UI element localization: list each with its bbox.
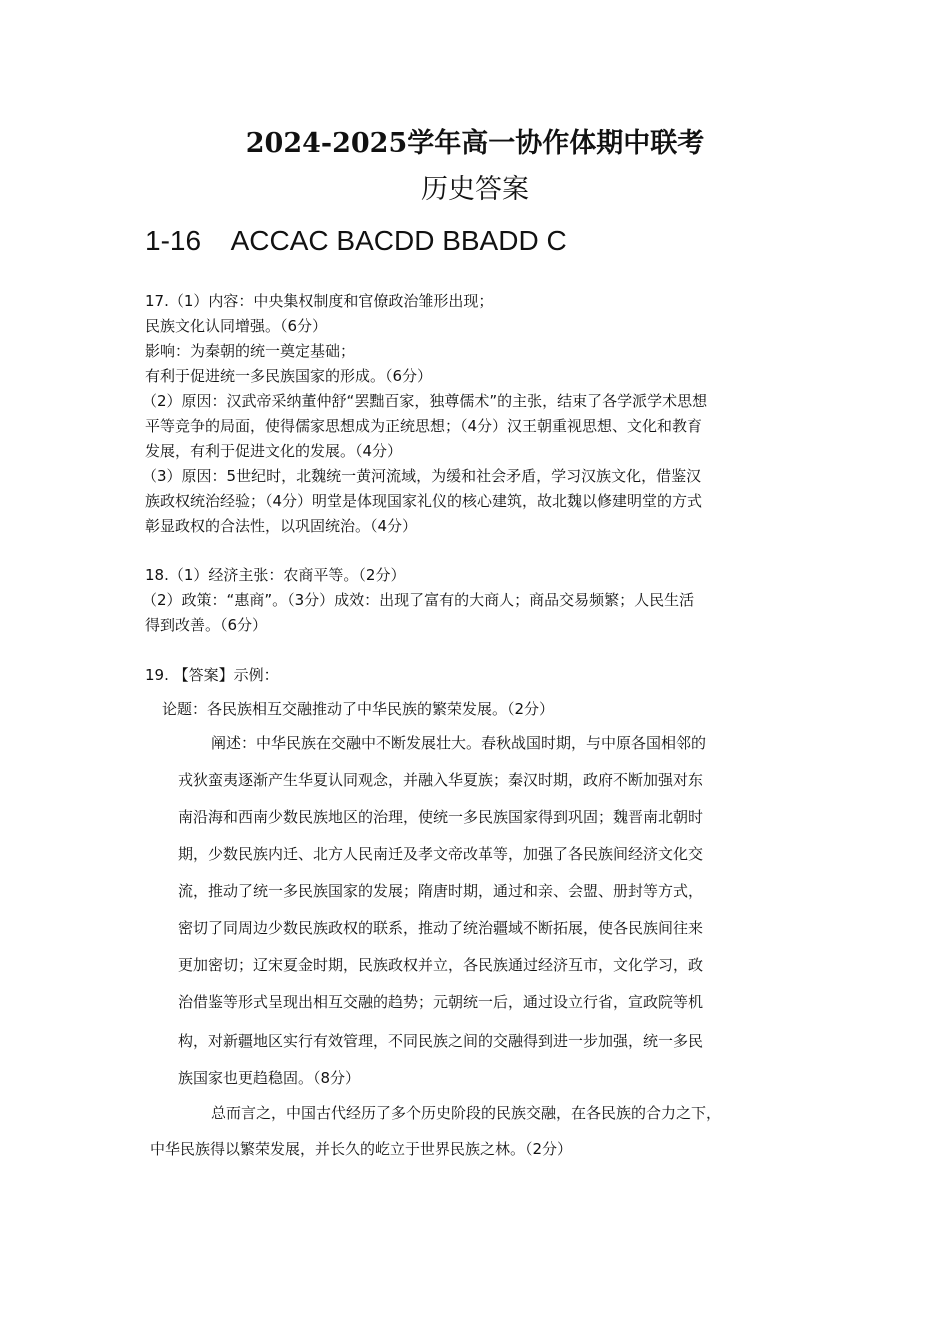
q19-line-11: 构，对新疆地区实行有效管理，不同民族之间的交融得到进一步加强，统一多民 xyxy=(178,1032,704,1050)
q17-line-1: 17.（1）内容：中央集权制度和官僚政治雏形出现； xyxy=(145,292,494,310)
q19-line-8: 密切了同周边少数民族政权的联系，推动了统治疆域不断拓展，使各民族间往来 xyxy=(178,919,704,937)
q19-line-9: 更加密切；辽宋夏金时期，民族政权并立，各民族通过经济互市，文化学习，政 xyxy=(178,956,704,974)
q19-line-1: 19. 【答案】示例： xyxy=(145,666,279,684)
q17-line-7: 发展，有利于促进文化的发展。（4分） xyxy=(145,442,403,460)
q19-line-3: 阐述：中华民族在交融中不断发展壮大。春秋战国时期，与中原各国相邻的 xyxy=(211,734,707,752)
q17-line-4: 有利于促进统一多民族国家的形成。（6分） xyxy=(145,367,433,385)
q19-line-13: 总而言之，中国古代经历了多个历史阶段的民族交融，在各民族的合力之下， xyxy=(211,1104,722,1122)
q19-line-10: 治借鉴等形式呈现出相互交融的趋势；元朝统一后，通过设立行省，宣政院等机 xyxy=(178,993,704,1011)
q17-line-9: 族政权统治经验；（4分）明堂是体现国家礼仪的核心建筑，故北魏以修建明堂的方式 xyxy=(145,492,703,510)
q19-line-2: 论题：各民族相互交融推动了中华民族的繁荣发展。（2分） xyxy=(162,700,555,718)
q19-line-14: 中华民族得以繁荣发展，并长久的屹立于世界民族之林。（2分） xyxy=(150,1140,573,1158)
q19-line-5: 南沿海和西南少数民族地区的治理，使统一多民族国家得到巩固；魏晋南北朝时 xyxy=(178,808,704,826)
page-subtitle: 历史答案 xyxy=(421,174,529,205)
q18-line-1: 18.（1）经济主张：农商平等。（2分） xyxy=(145,566,406,584)
q17-line-6: 平等竞争的局面，使得儒家思想成为正统思想；（4分）汉王朝重视思想、文化和教育 xyxy=(145,417,703,435)
q17-line-3: 影响：为秦朝的统一奠定基础； xyxy=(145,342,356,360)
choice-answers: 1-16 ACCAC BACDD BBADD C xyxy=(145,225,567,256)
q17-line-2: 民族文化认同增强。（6分） xyxy=(145,317,328,335)
q17-line-8: （3）原因：5世纪时，北魏统一黄河流域，为缓和社会矛盾，学习汉族文化，借鉴汉 xyxy=(142,467,702,485)
q17-line-10: 彰显政权的合法性，以巩固统治。（4分） xyxy=(145,517,418,535)
q17-line-5: （2）原因：汉武帝采纳董仲舒“罢黜百家，独尊儒术”的主张，结束了各学派学术思想 xyxy=(142,392,708,410)
q18-line-2: （2）政策：“惠商”。（3分）成效：出现了富有的大商人；商品交易频繁；人民生活 xyxy=(142,591,695,609)
page-title: 2024-2025学年高一协作体期中联考 xyxy=(245,128,705,159)
q19-line-4: 戎狄蛮夷逐渐产生华夏认同观念，并融入华夏族；秦汉时期，政府不断加强对东 xyxy=(178,771,704,789)
q18-line-3: 得到改善。（6分） xyxy=(145,616,268,634)
q19-line-7: 流，推动了统一多民族国家的发展；隋唐时期，通过和亲、会盟、册封等方式， xyxy=(178,882,704,900)
q19-line-6: 期，少数民族内迁、北方人民南迁及孝文帝改革等，加强了各民族间经济文化交 xyxy=(178,845,704,863)
q19-line-12: 族国家也更趋稳固。（8分） xyxy=(178,1069,361,1087)
